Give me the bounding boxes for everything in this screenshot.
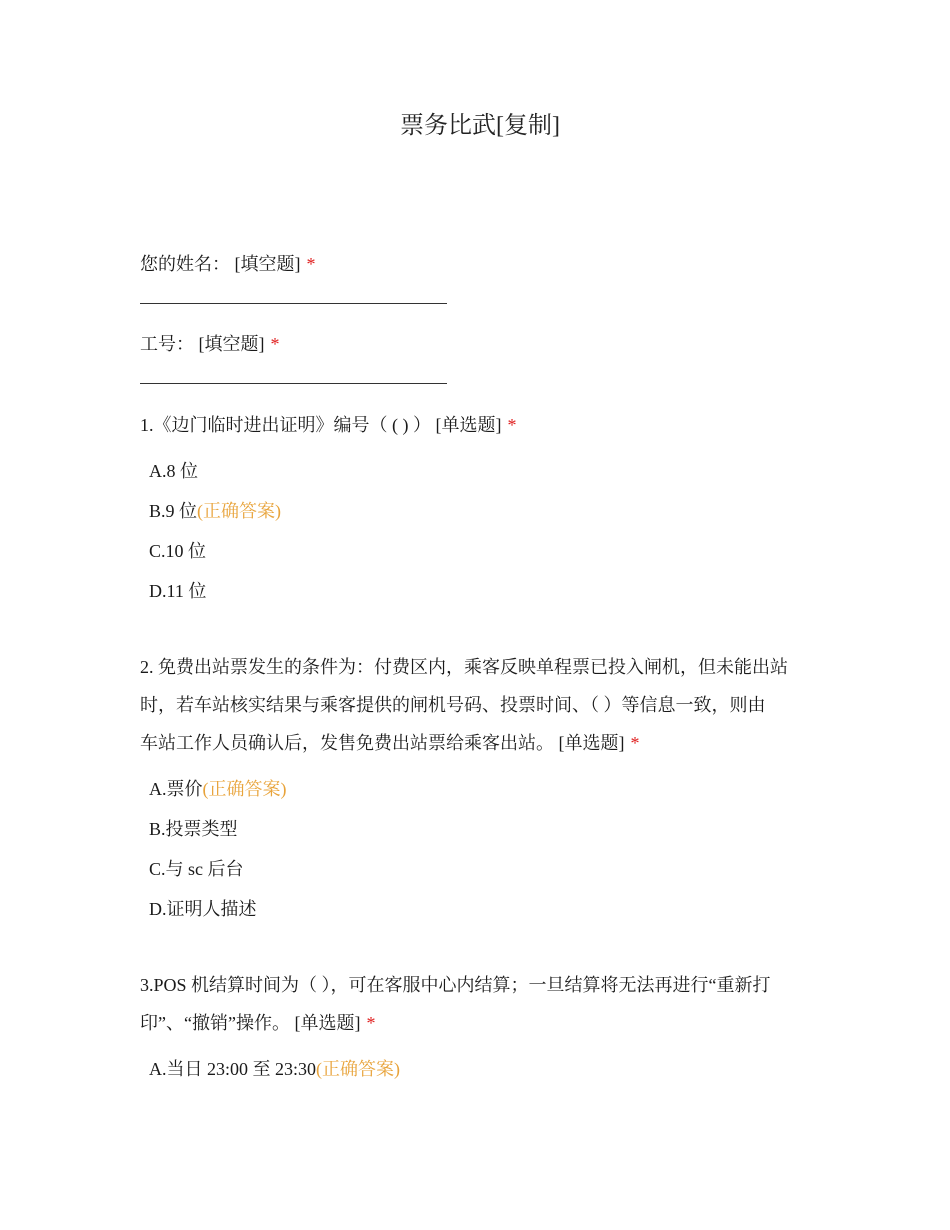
- question-1-text-line: [140, 406, 820, 444]
- question-3-option-a[interactable]: [140, 1056, 820, 1082]
- correct-answer-tag: (正确答案): [197, 501, 282, 521]
- required-mark: *: [306, 254, 316, 274]
- required-mark: *: [507, 415, 517, 435]
- question-3-options: [140, 1056, 820, 1082]
- question-2-type: [单选题]: [558, 733, 625, 753]
- question-1-option-d[interactable]: [140, 578, 820, 604]
- question-1: [140, 406, 820, 618]
- option-label: C.与 sc 后台: [149, 859, 244, 879]
- option-label: A.当日 23:00 至 23:30: [149, 1059, 317, 1079]
- question-2-text-line-3: [140, 724, 820, 762]
- employee-id-type: [填空题]: [198, 334, 265, 354]
- question-3-text: 印”、“撤销”操作。: [140, 1013, 290, 1033]
- question-2-text-line-1: 2. 免费出站票发生的条件为：付费区内，乘客反映单程票已投入闸机，但未能出站: [140, 657, 788, 677]
- option-label: B.9 位: [149, 501, 198, 521]
- correct-answer-tag: (正确答案): [316, 1059, 401, 1079]
- employee-id-input-blank[interactable]: [140, 383, 447, 384]
- option-label: D.证明人描述: [149, 899, 257, 919]
- question-2-option-b[interactable]: [140, 816, 820, 842]
- required-mark: *: [366, 1013, 376, 1033]
- option-label: A.票价: [149, 779, 203, 799]
- question-1-option-a[interactable]: [140, 458, 820, 484]
- question-1-type: [单选题]: [435, 415, 502, 435]
- question-3-type: [单选题]: [294, 1013, 361, 1033]
- question-2-text-line-2: 时，若车站核实结果与乘客提供的闸机号码、投票时间、（ ）等信息一致，则由: [140, 695, 766, 715]
- question-2-option-d[interactable]: [140, 896, 820, 922]
- question-1-options: [140, 458, 820, 604]
- question-1-option-b[interactable]: [140, 498, 820, 524]
- question-3-text-line-2: [140, 1004, 820, 1042]
- question-2-options: [140, 776, 820, 922]
- question-2-option-a[interactable]: [140, 776, 820, 802]
- name-field-label: 您的姓名：: [140, 254, 230, 274]
- option-label: B.投票类型: [149, 819, 238, 839]
- question-2-option-c[interactable]: [140, 856, 820, 882]
- question-3-text-line-1: 3.POS 机结算时间为（ ），可在客服中心内结算；一旦结算将无法再进行“重新打: [140, 975, 771, 995]
- question-2: [140, 648, 820, 936]
- name-field: [140, 245, 820, 304]
- question-1-option-c[interactable]: [140, 538, 820, 564]
- question-3: [140, 966, 820, 1096]
- page-title: 票务比武[复制]: [400, 113, 560, 139]
- employee-id-label-line: [140, 325, 820, 363]
- name-input-blank[interactable]: [140, 303, 447, 304]
- correct-answer-tag: (正确答案): [202, 779, 287, 799]
- option-label: D.11 位: [149, 581, 207, 601]
- option-label: A.8 位: [149, 461, 198, 481]
- option-label: C.10 位: [149, 541, 207, 561]
- employee-id-field: [140, 325, 820, 384]
- name-field-label-line: [140, 245, 820, 283]
- employee-id-label: 工号：: [140, 334, 194, 354]
- question-2-text: 车站工作人员确认后，发售免费出站票给乘客出站。: [140, 733, 554, 753]
- name-field-type: [填空题]: [234, 254, 301, 274]
- required-mark: *: [270, 334, 280, 354]
- question-1-text: 1.《边门临时进出证明》编号（ ( ) ）: [140, 415, 431, 435]
- required-mark: *: [630, 733, 640, 753]
